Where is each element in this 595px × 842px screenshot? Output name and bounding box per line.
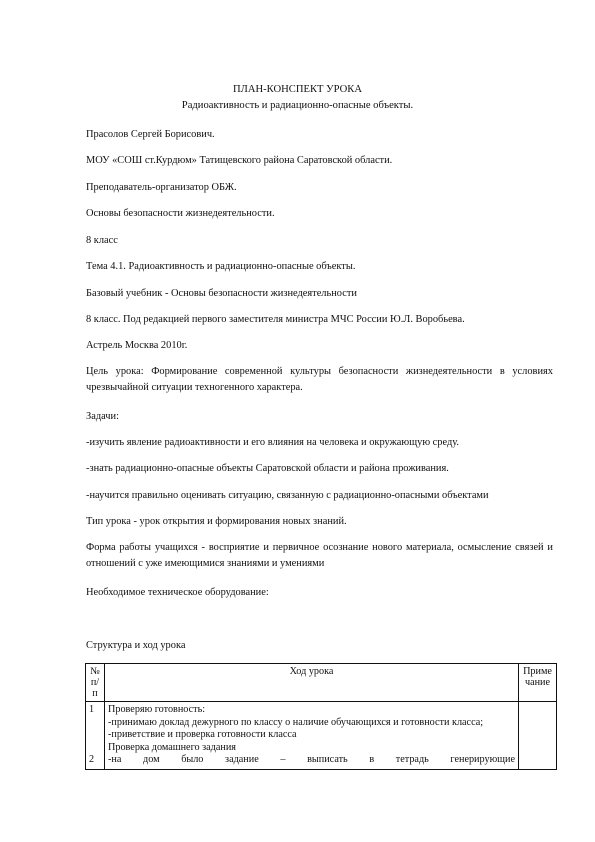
textbook-line: Базовый учебник - Основы безопасности жизнедеятельности bbox=[86, 288, 357, 299]
document-title: ПЛАН-КОНСПЕКТ УРОКА bbox=[232, 84, 363, 95]
num-header bbox=[86, 664, 105, 702]
row-text-line-1: Проверяю готовность: bbox=[108, 704, 206, 715]
num-header-line-2: п/п bbox=[90, 677, 100, 699]
position-line: Преподаватель-организатор ОБЖ. bbox=[86, 182, 237, 193]
row-number-cell bbox=[86, 702, 105, 770]
subject-line: Основы безопасности жизнедеятельности. bbox=[86, 208, 275, 219]
goal-paragraph: Цель урока: Формирование современной культуры безопасности жизнедеятельности в условиях чрезвычайной ситуации техногенного характера. bbox=[86, 366, 553, 393]
task-item-1: -изучить явление радиоактивности и его влияния на человека и окружающую среду. bbox=[86, 437, 460, 448]
publisher-line: Астрель Москва 2010г. bbox=[86, 340, 188, 351]
row-note-cell bbox=[519, 702, 557, 770]
work-form-paragraph: Форма работы учащихся - восприятие и первичное осознание нового материала, осмысление связей и отношений с уже имеющимися знаниями и умениями bbox=[86, 542, 553, 569]
topic-line: Тема 4.1. Радиоактивность и радиационно-опасные объекты. bbox=[86, 261, 356, 272]
row-text-line-4: Проверка домашнего задания bbox=[108, 741, 236, 753]
note-header-line-1: Приме bbox=[523, 666, 552, 677]
grade-line: 8 класс bbox=[86, 235, 118, 246]
task-item-3: -научится правильно оценивать ситуацию, связанную с радиационно-опасными объектами bbox=[86, 490, 489, 501]
row-content-cell bbox=[105, 702, 519, 770]
num-header-line-1: № bbox=[90, 666, 100, 677]
tasks-label: Задачи: bbox=[86, 411, 119, 422]
row-number-2: 2 bbox=[89, 753, 95, 765]
table-row bbox=[86, 702, 557, 770]
editor-line: 8 класс. Под редакцией первого заместителя министра МЧС России Ю.Л. Воробьева. bbox=[86, 314, 465, 325]
author-line: Прасолов Сергей Борисович. bbox=[86, 129, 215, 140]
lesson-structure-table bbox=[85, 663, 557, 770]
equipment-line: Необходимое техническое оборудование: bbox=[86, 587, 269, 598]
row-text-line-2: -принимаю доклад дежурного по классу о наличие обучающихся и готовности класса; bbox=[108, 716, 484, 728]
row-number-1: 1 bbox=[89, 704, 95, 715]
course-header: Ход урока bbox=[105, 664, 519, 702]
document-subtitle: Радиоактивность и радиационно-опасные объекты. bbox=[181, 100, 414, 111]
lesson-type-line: Тип урока - урок открытия и формирования новых знаний. bbox=[86, 516, 347, 527]
structure-heading: Структура и ход урока bbox=[86, 640, 186, 651]
school-line: МОУ «СОШ ст.Курдюм» Татищевского района Саратовской области. bbox=[86, 155, 393, 166]
row-text-line-5: -на дом было задание – выписать в тетрадь генерирующие bbox=[108, 754, 515, 765]
note-header bbox=[519, 664, 557, 702]
row-text-line-3: -приветствие и проверка готовности класса bbox=[108, 729, 297, 740]
table-header-row bbox=[86, 664, 557, 702]
note-header-line-2: чание bbox=[524, 677, 551, 688]
task-item-2: -знать радиационно-опасные объекты Саратовской области и района проживания. bbox=[86, 463, 449, 474]
